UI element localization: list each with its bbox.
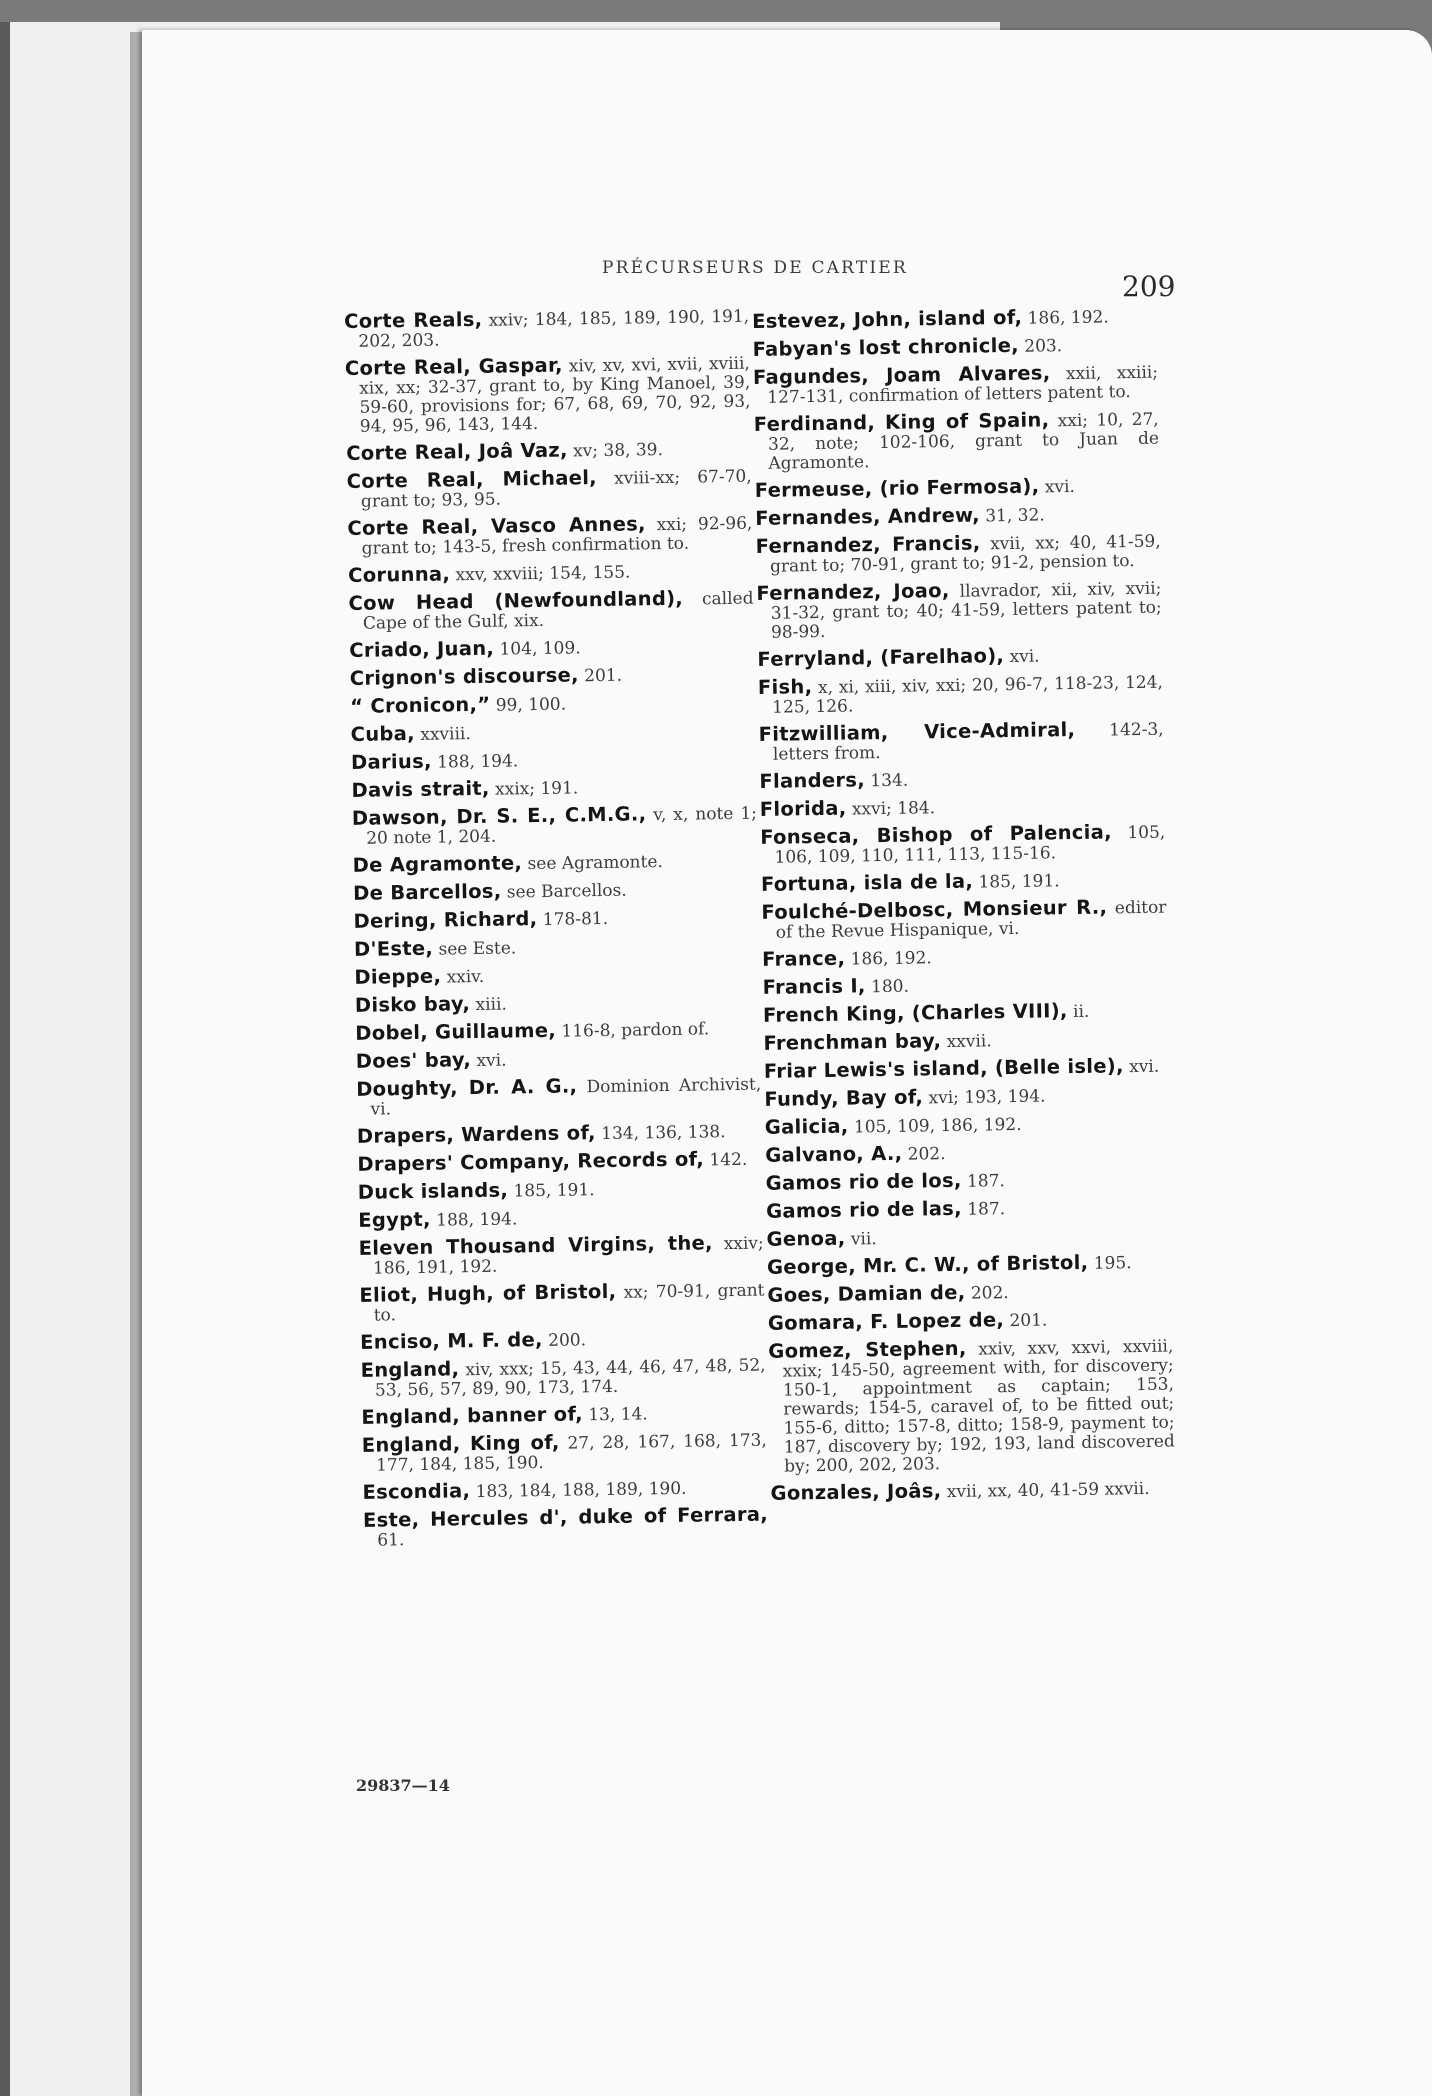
index-headword: Goes, Damian de, [767,1280,966,1307]
index-entry [353,878,758,905]
index-column-left [344,306,769,1558]
book-edge [0,22,10,2096]
index-headword: Fernandez, Francis, [755,531,981,558]
index-references: see Este. [438,938,517,960]
index-entry [347,513,753,559]
index-entry [353,906,758,933]
index-references: 178-81. [542,908,609,930]
index-references: xvi. [1044,476,1076,498]
index-headword: Enciso, M. F. de, [360,1328,543,1354]
index-headword: Disko bay, [354,992,471,1017]
index-references: 142. [709,1149,748,1171]
index-entry [355,990,760,1017]
index-references: 202. [970,1283,1009,1304]
index-headword: Corte Reals, [343,307,483,333]
index-references: 185, 191. [978,871,1060,893]
index-headword: Fermeuse, (rio Fermosa), [754,474,1040,502]
index-references: xiv, xv, xvi, xvii, xviii, xix, xx; 32-37, grant to, by King Manoel, 39, 59-60, provisions for; 67, 68, 69, 70, 92, 93, 94, 95, 96, 143, 144. [359,353,751,437]
index-headword: Friar Lewis's island, (Belle isle), [763,1054,1124,1083]
index-entry [757,644,1162,671]
index-references: 180. [870,976,910,998]
index-headword: Fernandez, Joao, [756,578,950,605]
index-references: 201. [1009,1310,1048,1332]
index-headword: Ferryland, (Farelhao), [757,644,1005,671]
index-entry [767,1280,1172,1307]
index-headword: Gamos rio de los, [765,1168,962,1195]
index-references: xiii. [475,994,508,1016]
index-references: 61. [377,1530,405,1551]
index-entry [362,1429,768,1475]
index-references: 27, 28, 167, 168, 173, 177, 184, 185, 190. [375,1430,767,1476]
index-entry [357,1149,762,1176]
index-references: see Agramonte. [527,852,664,875]
index-entry [350,719,755,746]
index-entry [756,578,1162,643]
index-references: xxv, xxviii; 154, 155. [455,562,631,586]
index-references: 134, 136, 138. [601,1122,726,1145]
index-entry [363,1504,769,1550]
index-headword: England, King of, [361,1430,560,1457]
running-head: PRÉCURSEURS DE CARTIER [602,258,908,278]
index-references: 195. [1093,1253,1132,1274]
index-references: see Barcellos. [506,880,627,903]
index-references: 185, 191. [513,1180,595,1202]
index-references: 188, 194. [436,1209,518,1231]
index-references: xxiv; 186, 191, 192. [372,1233,764,1279]
index-headword: Fortuna, isla de la, [760,869,974,896]
index-headword: Galicia, [764,1114,849,1139]
index-entry [758,719,1164,765]
index-entry [357,1121,762,1148]
index-references: 104, 109. [499,638,581,660]
index-headword: Duck islands, [357,1178,509,1204]
index-headword: France, [761,946,846,971]
index-headword: Davis strait, [351,776,490,802]
index-references: 105, 106, 109, 110, 111, 113, 115-16. [774,822,1166,868]
index-entry [350,663,755,690]
index-entry [765,1140,1170,1167]
index-entry [764,1084,1169,1111]
index-references: xvi. [1009,646,1040,667]
index-references: xxii, xxiii; 127-131, confirmation of letters patent to. [767,362,1159,408]
index-entry [359,1233,765,1279]
index-references: xx; 70-91, grant to. [373,1280,765,1326]
printer-signature: 29837—14 [356,1776,450,1795]
index-headword: “ Cronicon,” [350,692,491,718]
index-entry [761,869,1166,896]
index-references: llavrador, xii, xiv, xvii; 31-32, grant to; 40; 41-59, letters patent to; 98-99. [770,578,1162,643]
index-entry [768,1336,1175,1477]
index-headword: Fabyan's lost chronicle, [752,333,1020,361]
index-headword: Gonzales, Joâs, [770,1479,942,1505]
index-entry [762,944,1167,971]
index-references: 188, 194. [436,751,519,773]
index-entry [759,766,1164,793]
index-entry [765,1112,1170,1139]
index-headword: Corte Real, Michael, [346,466,598,493]
index-entry [753,362,1159,408]
index-headword: Drapers, Wardens of, [356,1121,596,1148]
index-headword: Fagundes, Joam Alvares, [752,361,1051,389]
index-headword: Does' bay, [355,1048,472,1073]
index-references: 134. [870,770,909,792]
index-entry [344,306,750,352]
index-headword: Dobel, Guillaume, [355,1018,557,1045]
index-references: ii. [1072,1001,1090,1023]
index-headword: Fish, [757,675,813,699]
index-headword: Drapers' Company, Records of, [357,1147,705,1176]
index-headword: De Barcellos, [352,879,502,905]
index-headword: D'Este, [353,936,434,961]
index-headword: Corte Real, Joâ Vaz, [346,438,568,465]
index-entry [766,1168,1171,1195]
index-entry [360,1327,765,1354]
index-headword: Fonseca, Bishop of Palencia, [760,820,1113,849]
index-references: 31, 32. [985,505,1045,527]
index-entry [761,897,1167,943]
index-references: xv; 38, 39. [572,440,664,462]
index-headword: Doughty, Dr. A. G., [356,1074,578,1101]
index-references: xxi; 10, 27, 32, note; 102-106, grant to Juan de Agramonte. [767,409,1160,474]
index-entry [349,635,754,662]
index-headword: Dieppe, [354,964,442,989]
index-references: xiv, xxx; 15, 43, 44, 46, 47, 48, 52, 53, 56, 57, 89, 90, 173, 174. [374,1355,766,1401]
index-references: xxiv; 184, 185, 189, 190, 191, 202, 203. [358,306,750,352]
index-entry [345,353,751,437]
index-references: 187. [967,1199,1006,1220]
index-entry [763,1000,1168,1027]
index-entry [351,747,756,774]
index-references: x, xi, xiii, xiv, xxi; 20, 96-7, 118-23, 124, 125, 126. [772,672,1164,718]
index-references: 183, 184, 188, 189, 190. [475,1478,687,1503]
index-headword: Foulché-Delbosc, Monsieur R., [761,895,1108,924]
index-entry [351,775,756,802]
index-references: 187. [966,1171,1006,1192]
index-references: xxvi; 184. [851,798,936,820]
index-headword: Escondia, [362,1479,471,1504]
index-entry [356,1046,761,1073]
index-references: Dominion Archivist, vi. [370,1074,762,1120]
index-references: xxvii. [946,1031,992,1053]
index-headword: Galvano, A., [765,1141,903,1167]
index-headword: Este, Hercules d', duke of Ferrara, [362,1502,769,1532]
index-headword: England, [360,1357,460,1382]
index-headword: Dawson, Dr. S. E., C.M.G., [351,802,647,830]
index-headword: Cow Head (Newfoundland), [348,586,684,615]
index-references: 99, 100. [495,694,567,716]
index-references: xxiv. [446,966,485,988]
index-entry [752,334,1157,361]
index-entry [354,962,759,989]
index-headword: Fernandes, Andrew, [755,503,981,530]
index-references: xvi; 193, 194. [928,1086,1046,1109]
index-references: 203. [1024,336,1063,357]
index-references: xviii-xx; 67-70, grant to; 93, 95. [360,466,752,512]
index-headword: Ferdinand, King of Spain, [753,408,1050,436]
index-references: 186, 192. [1027,307,1109,329]
index-entry [755,503,1160,530]
index-references: xxiv, xxv, xxvi, xxviii, xxix; 145-50, agreement with, for discovery; 150-1, appointment as captain; 153, rewards; 154-5, caravel of, to be fitted out; 155-6, ditto; 157-8, ditto; 158-9, payment to; 187, discovery by; 192, 193, land discovered by; 200, 202, 203. [782,1336,1175,1477]
index-headword: Eliot, Hugh, of Bristol, [359,1279,617,1307]
index-headword: Dering, Richard, [353,907,538,933]
index-references: called Cape of the Gulf, xix. [362,588,754,634]
index-headword: Crignon's discourse, [349,663,579,690]
index-entry [760,822,1166,868]
index-entry [767,1252,1172,1279]
index-references: vii. [850,1229,877,1250]
index-entry [359,1280,765,1326]
index-headword: Cuba, [350,721,416,746]
index-references: xvii, xx; 40, 41-59, grant to; 70-91, grant to; 91-2, pension to. [769,531,1161,577]
index-headword: Criado, Juan, [349,636,495,662]
index-headword: Corte Real, Gaspar, [344,353,563,380]
index-references: v, x, note 1; 20 note 1, 204. [366,803,758,849]
index-entry [763,1028,1168,1055]
index-entry [762,972,1167,999]
index-headword: Gamos rio de las, [765,1196,962,1223]
index-entry [354,934,759,961]
index-headword: Corte Real, Vasco Annes, [347,512,646,540]
index-headword: Corunna, [347,562,451,587]
index-entry [758,672,1164,718]
index-headword: Genoa, [766,1226,846,1251]
index-references: 13, 14. [588,1404,648,1426]
index-entry [752,306,1157,333]
page-number: 209 [1122,270,1176,303]
index-headword: Fundy, Bay of, [764,1085,924,1111]
index-headword: Fitzwilliam, Vice-Admiral, [758,717,1076,746]
index-entry [348,588,754,634]
index-headword: De Agramonte, [352,851,523,877]
index-entry [361,1402,766,1429]
index-entry [350,691,755,718]
index-entry [352,803,758,849]
index-headword: George, Mr. C. W., of Bristol, [766,1250,1089,1279]
index-entry [360,1355,766,1401]
index-entry [358,1205,763,1232]
index-references: 201. [584,665,623,687]
index-references: xvi. [1129,1056,1160,1078]
index-entry [347,466,753,512]
index-entry [760,794,1165,821]
index-headword: Gomara, F. Lopez de, [767,1308,1005,1335]
index-entry [355,1018,760,1045]
index-headword: Gomez, Stephen, [768,1336,967,1363]
index-references: xvii, xx, 40, 41-59 xxvii. [946,1478,1150,1503]
index-headword: Florida, [759,796,847,821]
index-entry [356,1074,762,1120]
index-entry [348,560,753,587]
index-entry [346,438,751,465]
index-entry [768,1308,1173,1335]
index-entry [766,1196,1171,1223]
index-references: 200. [548,1330,587,1351]
index-references: 202. [907,1144,946,1165]
index-headword: Eleven Thousand Virgins, the, [358,1231,713,1260]
index-references: 116-8, pardon of. [561,1019,710,1042]
index-entry [764,1056,1169,1083]
index-headword: Egypt, [358,1207,431,1232]
index-references: editor of the Revue Hispanique, vi. [775,897,1167,943]
index-headword: Darius, [350,749,432,774]
index-headword: Flanders, [759,768,866,793]
index-headword: England, banner of, [361,1402,584,1429]
index-references: 186, 192. [850,948,932,970]
index-entry [755,475,1160,502]
index-references: xxi; 92-96, grant to; 143-5, fresh confirmation to. [361,513,753,559]
index-references: xxviii. [420,724,471,745]
index-references: xvi. [476,1050,507,1072]
index-entry [754,409,1160,474]
index-headword: Estevez, John, island of, [751,305,1023,333]
index-entry [766,1224,1171,1251]
index-entry [358,1177,763,1204]
index-references: 142-3, letters from. [772,719,1164,765]
index-headword: Francis I, [762,974,866,999]
index-references: 105, 109, 186, 192. [853,1114,1022,1138]
index-entry [770,1477,1175,1504]
index-references: xxix; 191. [494,778,579,800]
index-entry [353,850,758,877]
index-entry [362,1476,767,1503]
index-column-right [752,306,1176,1512]
index-headword: French King, (Charles VIII), [762,999,1068,1027]
index-headword: Frenchman bay, [763,1029,942,1055]
index-entry [756,531,1162,577]
